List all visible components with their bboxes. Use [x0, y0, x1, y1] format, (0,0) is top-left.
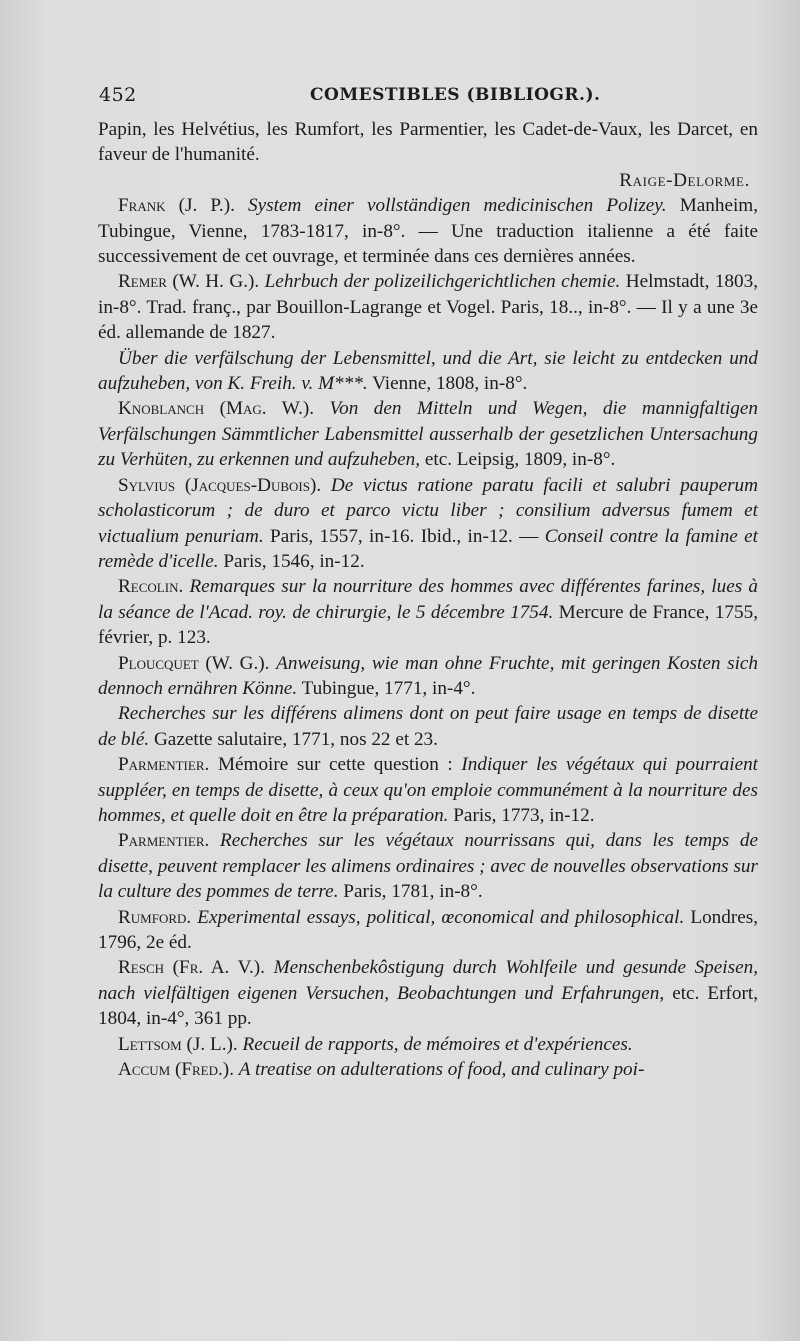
- bib-entry: [98, 651, 758, 702]
- continuation-paragraph: Papin, les Helvétius, les Rumfort, les Parmentier, les Cadet-de-Vaux, les Darcet, en faveur de l'humanité.: [98, 119, 758, 166]
- entry-details: Londres, 1796, 2e éd.: [98, 906, 759, 953]
- entry-details: Mercure de France, 1755, février, p. 123.: [98, 601, 759, 649]
- entry-title: Indiquer les végétaux qui pourraient suppléer, en temps de disette, à ceux qu'on emploie communément à la nourriture des hommes, et quelle doit en être la préparation.: [98, 754, 759, 826]
- entry-title: Recherches sur les végétaux nourrissans qui, dans les temps de disette, peuvent remplacer les alimens ordinaires ; avec de nouvelles observations sur la culture des pommes de terre.: [98, 830, 758, 903]
- page-number: 452: [99, 84, 137, 106]
- bibliography-text: [98, 117, 758, 1082]
- entry-title: De victus ratione paratu facili et salubri pauperum scholasticorum ; de duro et parco victu liber ; consilium adversus fumem et victualium penuriam.: [98, 474, 759, 547]
- bib-entry: [98, 1057, 758, 1082]
- entry-title-2: Conseil contre la famine et remède d'icelle.: [98, 525, 759, 572]
- entry-details: Vienne, 1808, in-8°.: [372, 373, 528, 395]
- entry-details: Helmstadt, 1803, in-8°. Trad. franç., par Bouillon-Lagrange et Vogel. Paris, 18.., in-8°. — Il y a une 3e éd. allemande de 1827.: [98, 271, 758, 344]
- entry-details-2: Paris, 1546, in-12.: [223, 550, 365, 572]
- bib-entry: [98, 193, 758, 269]
- entry-author: Lettsom (J. L.).: [118, 1033, 238, 1055]
- entry-author: Frank (J. P.).: [118, 195, 235, 217]
- entry-author: Resch (Fr. A. V.).: [118, 957, 265, 979]
- entry-title: Remarques sur la nourriture des hommes avec différentes farines, lues à la séance de l'Acad. roy. de chirurgie, le 5 décembre 1754.: [98, 576, 759, 623]
- signature: Raige-Delorme.: [619, 169, 750, 191]
- entry-author: Recolin.: [118, 576, 184, 598]
- entry-title: Über die verfälschung der Lebensmittel, und die Art, sie leicht zu entdecken und aufzuheben, von K. Freih. v. M***.: [98, 347, 758, 395]
- entry-title: System einer vollständigen medicinischen Polizey.: [248, 195, 667, 217]
- bib-entry: [98, 701, 758, 752]
- entry-title: Recherches sur les différens alimens dont on peut faire usage en temps de disette de blé.: [98, 703, 758, 750]
- entry-title: A treatise on adulterations of food, and culinary poi-: [238, 1059, 645, 1081]
- entry-author: Sylvius (Jacques-Dubois).: [118, 474, 322, 496]
- entry-title: Lehrbuch der polizeilichgerichtlichen chemie.: [264, 271, 621, 293]
- entry-title: Anweisung, wie man ohne Fruchte, mit geringen Kosten sich dennoch ernähren Könne.: [98, 652, 759, 699]
- entry-author: Rumford.: [118, 906, 192, 928]
- entry-title: Von den Mitteln und Wegen, die mannigfaltigen Verfälschungen Sämmtlicher Labensmittel ausserhalb der gesetzlichen Untersachung zu Verhüten, zu erkennen und aufzuheben,: [98, 398, 758, 471]
- entry-title: Menschenbekôstigung durch Wohlfeile und gesunde Speisen, nach vielfältigen eigenen Versuchen, Beobachtungen und Erfahrungen,: [98, 957, 759, 1004]
- running-header: [97, 84, 757, 112]
- entry-details-2: Paris, 1773, in-12.: [453, 804, 595, 826]
- bib-entry: [98, 473, 758, 575]
- bib-entry: [98, 346, 758, 397]
- bib-entry: [98, 955, 758, 1031]
- bib-entry: [98, 752, 758, 828]
- entry-details: Manheim, Tubingue, Vienne, 1783-1817, in-8°. — Une traduction italienne a été faite successivement de cet ouvrage, et terminée dans ces dernières années.: [98, 195, 759, 268]
- entry-author: Remer (W. H. G.).: [118, 271, 260, 293]
- entry-details: Gazette salutaire, 1771, nos 22 et 23.: [153, 728, 438, 750]
- entry-author: Accum (Fred.).: [118, 1059, 234, 1081]
- entry-details: Mémoire sur cette question :: [217, 754, 453, 776]
- bib-entry: [98, 905, 758, 956]
- bib-entry: [98, 574, 758, 650]
- entry-author: Knoblanch (Mag. W.).: [118, 398, 315, 420]
- bib-entry: [98, 1032, 758, 1057]
- entry-details: Tubingue, 1771, in-4°.: [301, 677, 476, 699]
- bib-entry: [98, 396, 758, 472]
- entry-title: Experimental essays, political, œconomical and philosophical.: [197, 906, 685, 928]
- entry-details: Paris, 1781, in-8°.: [343, 881, 483, 903]
- running-title: COMESTIBLES (BIBLIOGR.).: [310, 85, 601, 105]
- entry-details: etc. Erfort, 1804, in-4°, 361 pp.: [98, 982, 759, 1030]
- bib-entry: [98, 269, 758, 345]
- entry-author: Ploucquet (W. G.).: [118, 652, 270, 674]
- entry-author: Parmentier.: [118, 754, 210, 776]
- entry-author: Parmentier.: [118, 830, 210, 852]
- entry-details: etc. Leipsig, 1809, in-8°.: [424, 449, 616, 471]
- entry-details: Paris, 1557, in-16. Ibid., in-12. —: [270, 525, 539, 547]
- bib-entry: [98, 828, 758, 904]
- entry-title: Recueil de rapports, de mémoires et d'expériences.: [242, 1033, 633, 1055]
